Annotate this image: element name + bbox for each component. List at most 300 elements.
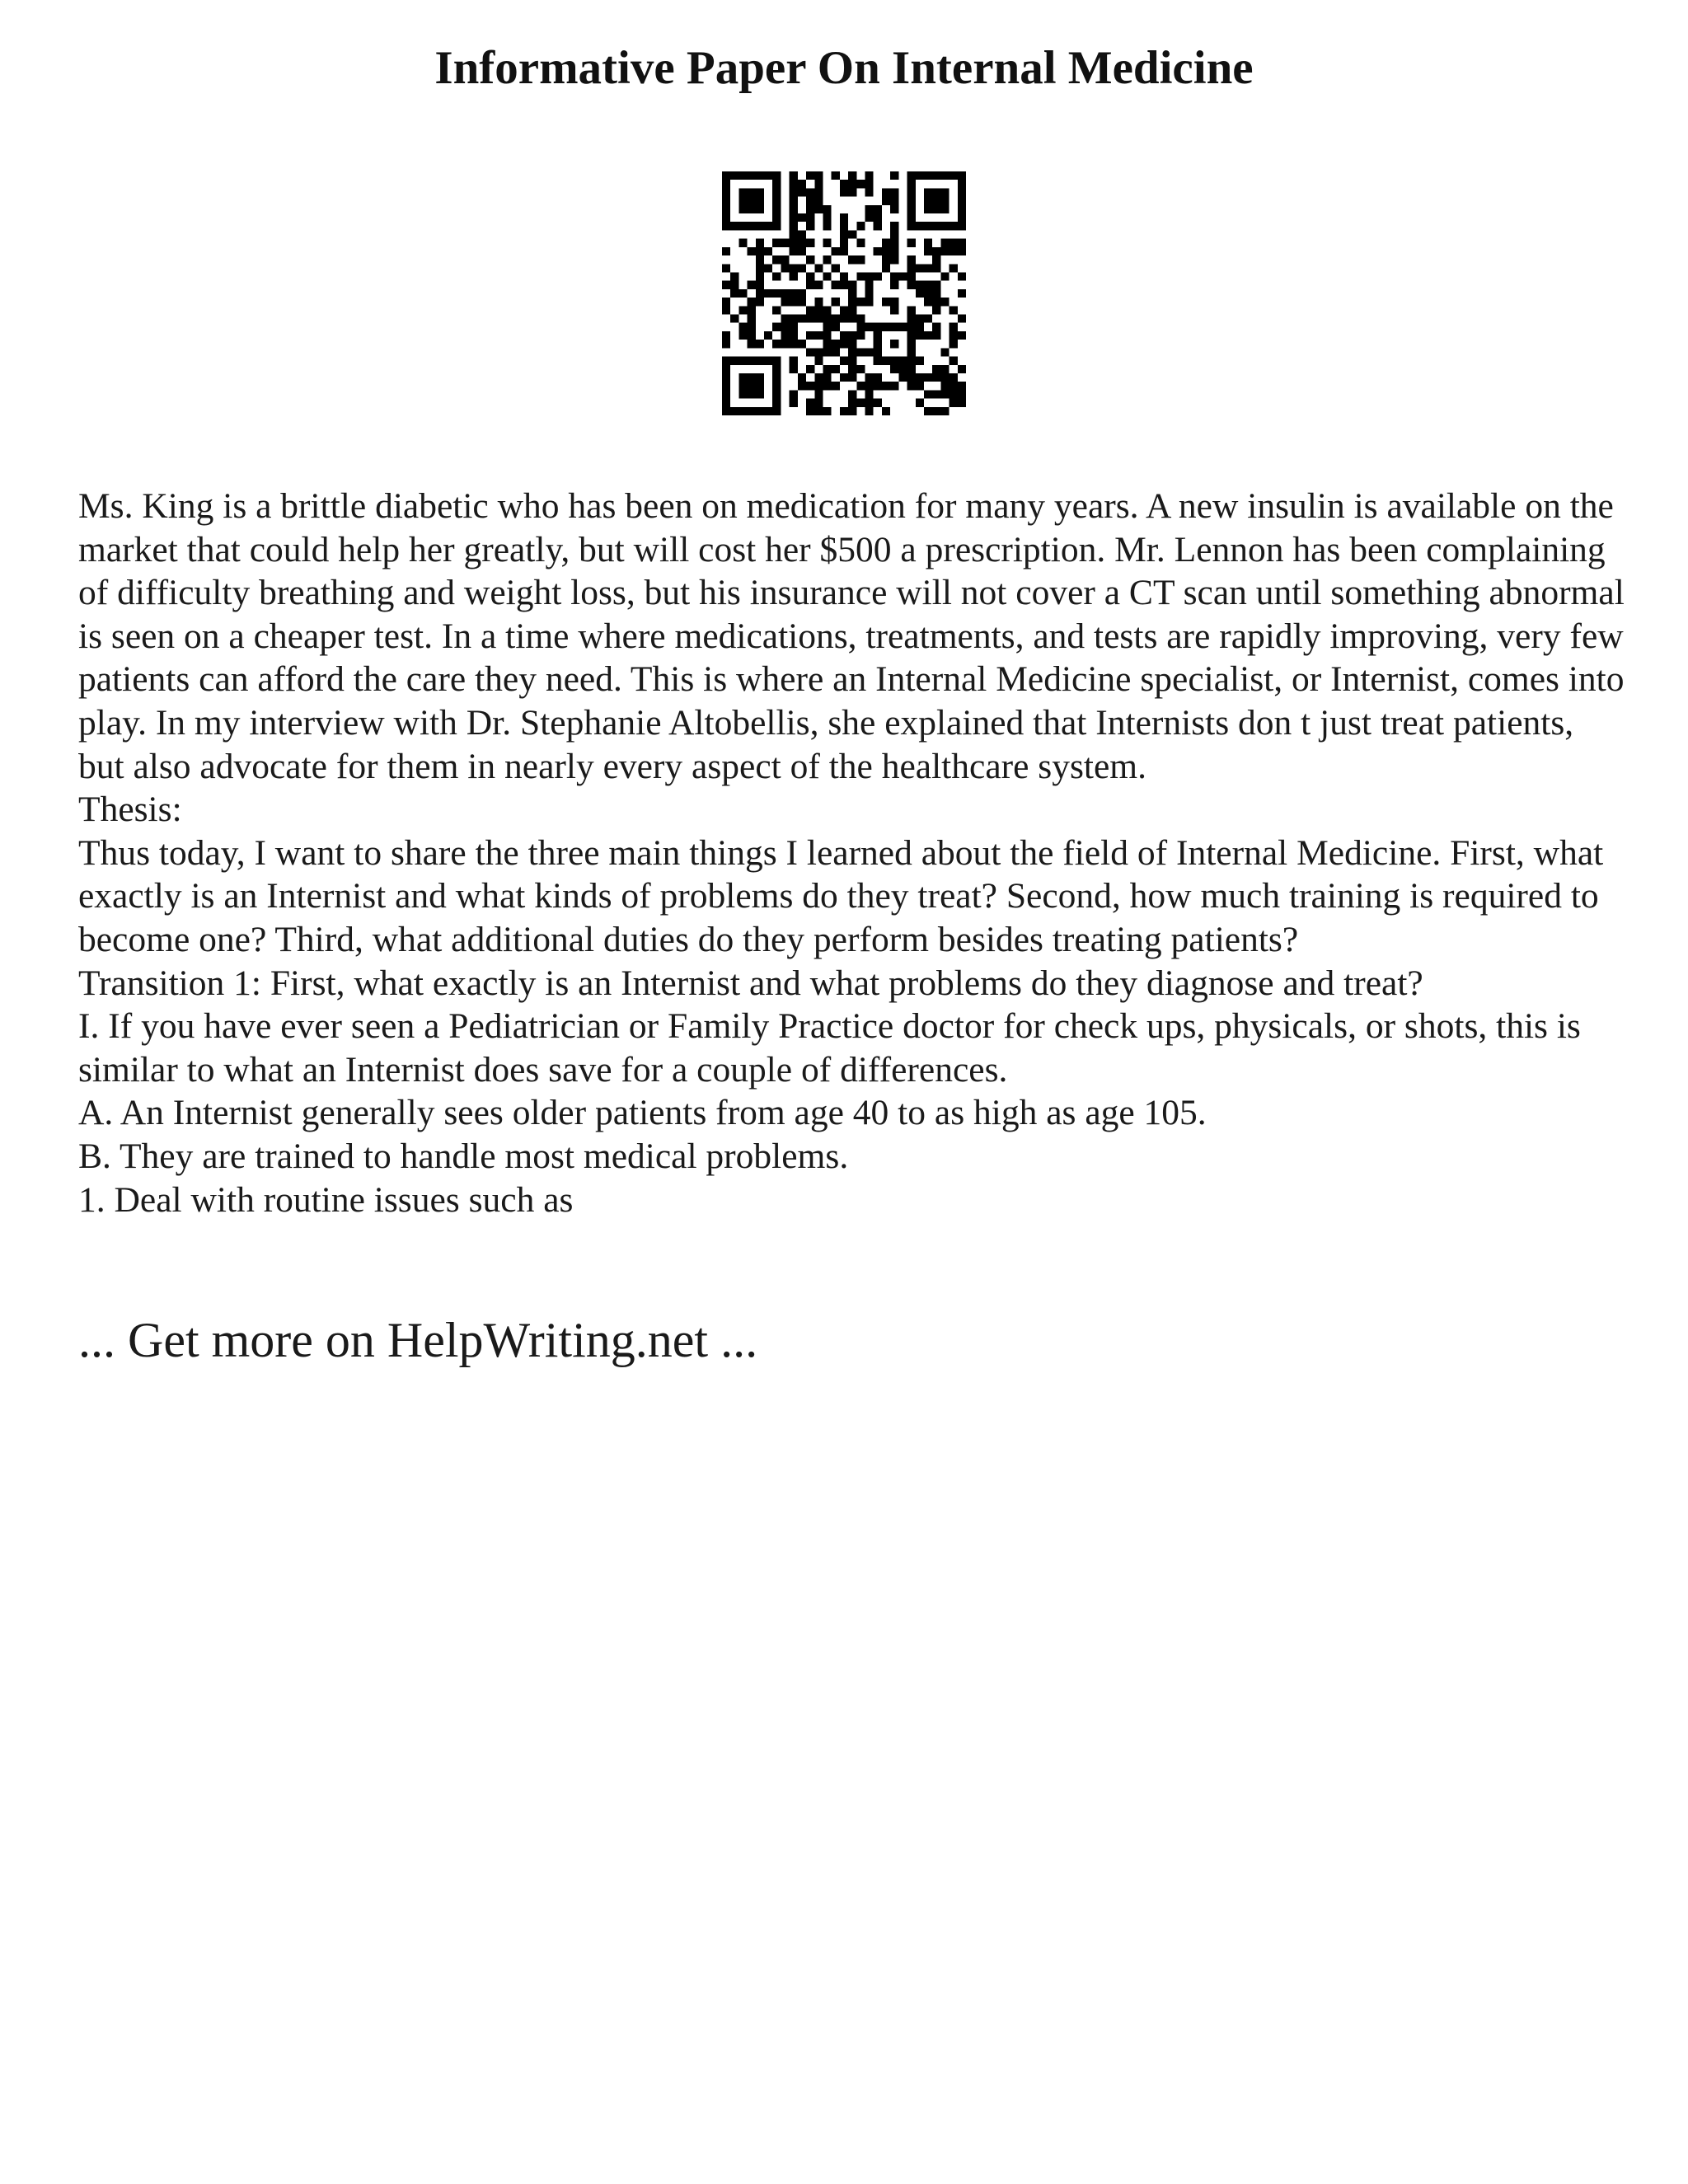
qr-module — [840, 239, 848, 247]
qr-module — [840, 272, 848, 280]
qr-module — [916, 281, 924, 289]
qr-module — [748, 298, 756, 306]
qr-module — [722, 213, 730, 222]
qr-module — [730, 272, 738, 280]
qr-module — [940, 247, 949, 255]
qr-module — [790, 365, 798, 373]
qr-module — [958, 382, 966, 390]
qr-module — [806, 272, 814, 280]
qr-module — [832, 348, 840, 356]
qr-module — [748, 407, 756, 415]
qr-module — [764, 289, 772, 298]
qr-module — [814, 306, 823, 314]
qr-module — [916, 331, 924, 340]
qr-module — [790, 315, 798, 323]
qr-module — [940, 390, 949, 398]
qr-module — [924, 222, 932, 230]
qr-module — [756, 407, 764, 415]
qr-module — [772, 407, 781, 415]
qr-module — [764, 357, 772, 365]
qr-module — [814, 407, 823, 415]
qr-module — [856, 255, 865, 264]
document-body — [78, 485, 1628, 1221]
qr-module — [890, 197, 898, 205]
qr-module — [806, 239, 814, 247]
qr-module — [738, 171, 747, 180]
qr-module — [806, 255, 814, 264]
qr-module — [865, 171, 874, 180]
qr-module — [748, 382, 756, 390]
qr-module — [840, 306, 848, 314]
qr-module — [907, 255, 916, 264]
qr-module — [865, 213, 874, 222]
qr-module — [781, 255, 789, 264]
qr-module — [832, 365, 840, 373]
qr-module — [722, 298, 730, 306]
qr-module — [814, 281, 823, 289]
qr-module — [823, 340, 831, 348]
qr-module — [924, 247, 932, 255]
qr-module — [840, 315, 848, 323]
qr-module — [924, 188, 932, 196]
qr-module — [848, 365, 856, 373]
qr-module — [890, 281, 898, 289]
qr-module — [856, 382, 865, 390]
qr-module — [848, 230, 856, 238]
qr-module — [940, 298, 949, 306]
qr-module — [932, 289, 940, 298]
qr-module — [840, 407, 848, 415]
qr-module — [932, 197, 940, 205]
qr-module — [890, 340, 898, 348]
qr-module — [882, 323, 890, 331]
qr-module — [950, 306, 958, 314]
qr-module — [932, 264, 940, 272]
qr-module — [781, 264, 789, 272]
qr-module — [958, 272, 966, 280]
qr-module — [722, 331, 730, 340]
qr-module — [907, 188, 916, 196]
qr-module — [940, 205, 949, 213]
qr-module — [814, 331, 823, 340]
qr-module — [874, 205, 882, 213]
qr-module — [950, 390, 958, 398]
qr-module — [781, 289, 789, 298]
qr-module — [738, 382, 747, 390]
qr-module — [772, 399, 781, 407]
qr-module — [958, 390, 966, 398]
qr-module — [722, 340, 730, 348]
qr-module — [856, 315, 865, 323]
qr-module — [907, 197, 916, 205]
qr-module — [806, 306, 814, 314]
qr-module — [748, 281, 756, 289]
qr-module — [790, 331, 798, 340]
qr-module — [790, 323, 798, 331]
qr-module — [722, 197, 730, 205]
qr-module — [806, 197, 814, 205]
qr-module — [722, 390, 730, 398]
qr-module — [890, 306, 898, 314]
qr-module — [772, 222, 781, 230]
qr-module — [840, 373, 848, 382]
qr-module — [958, 315, 966, 323]
qr-module — [882, 382, 890, 390]
qr-module — [738, 373, 747, 382]
qr-module — [730, 289, 738, 298]
qr-module — [950, 373, 958, 382]
qr-module — [798, 289, 806, 298]
qr-module — [848, 407, 856, 415]
qr-code-graphic — [722, 171, 966, 415]
qr-module — [907, 239, 916, 247]
qr-module — [738, 239, 747, 247]
qr-module — [806, 399, 814, 407]
qr-module — [806, 315, 814, 323]
qr-module — [940, 197, 949, 205]
qr-module — [958, 171, 966, 180]
qr-module — [916, 222, 924, 230]
qr-module — [865, 390, 874, 398]
qr-module — [738, 357, 747, 365]
qr-module — [814, 171, 823, 180]
qr-module — [814, 188, 823, 196]
qr-module — [772, 357, 781, 365]
qr-module — [848, 289, 856, 298]
qr-module — [865, 323, 874, 331]
qr-module — [823, 365, 831, 373]
qr-module — [932, 247, 940, 255]
qr-module — [738, 306, 747, 314]
qr-module — [874, 222, 882, 230]
qr-module — [798, 382, 806, 390]
qr-module — [890, 357, 898, 365]
qr-module — [814, 382, 823, 390]
qr-module — [865, 180, 874, 188]
qr-module — [748, 222, 756, 230]
qr-module — [823, 222, 831, 230]
qr-module — [907, 315, 916, 323]
qr-module — [848, 306, 856, 314]
qr-module — [798, 188, 806, 196]
get-more-link[interactable]: ... Get more on HelpWriting.net ... — [78, 1313, 758, 1367]
qr-module — [840, 340, 848, 348]
qr-module — [932, 171, 940, 180]
qr-module — [874, 272, 882, 280]
qr-module — [890, 188, 898, 196]
qr-module — [940, 188, 949, 196]
qr-module — [950, 382, 958, 390]
qr-module — [840, 247, 848, 255]
qr-module — [764, 247, 772, 255]
qr-module — [832, 264, 840, 272]
qr-module — [772, 197, 781, 205]
qr-module — [848, 315, 856, 323]
qr-module — [890, 298, 898, 306]
qr-module — [722, 264, 730, 272]
qr-module — [790, 247, 798, 255]
qr-module — [772, 306, 781, 314]
qr-module — [823, 373, 831, 382]
qr-module — [848, 180, 856, 188]
qr-module — [890, 323, 898, 331]
qr-module — [730, 357, 738, 365]
qr-module — [958, 289, 966, 298]
qr-module — [790, 399, 798, 407]
qr-module — [907, 281, 916, 289]
qr-module — [722, 357, 730, 365]
qr-module — [950, 399, 958, 407]
qr-module — [798, 180, 806, 188]
qr-module — [840, 180, 848, 188]
qr-module — [790, 171, 798, 180]
qr-module — [814, 315, 823, 323]
qr-module — [738, 188, 747, 196]
qr-module — [848, 390, 856, 398]
qr-module — [882, 247, 890, 255]
qr-module — [932, 205, 940, 213]
qr-module — [756, 222, 764, 230]
qr-module — [772, 323, 781, 331]
qr-module — [748, 171, 756, 180]
qr-module — [856, 331, 865, 340]
qr-module — [781, 298, 789, 306]
qr-module — [722, 306, 730, 314]
qr-module — [882, 255, 890, 264]
qr-module — [814, 399, 823, 407]
qr-module — [848, 281, 856, 289]
qr-module — [772, 239, 781, 247]
qr-module — [798, 239, 806, 247]
qr-module — [848, 373, 856, 382]
qr-module — [748, 390, 756, 398]
outline-item-I: I. If you have ever seen a Pediatrician or Family Practice doctor for check ups, physicals, or shots, this is similar to what an Internist does save for a couple of differences. — [78, 1006, 1581, 1090]
qr-module — [916, 315, 924, 323]
qr-module — [874, 213, 882, 222]
qr-module — [748, 188, 756, 196]
qr-module — [882, 298, 890, 306]
qr-module — [924, 239, 932, 247]
qr-module — [958, 222, 966, 230]
qr-module — [924, 315, 932, 323]
qr-module — [907, 272, 916, 280]
qr-module — [806, 205, 814, 213]
qr-module — [907, 180, 916, 188]
qr-module — [748, 247, 756, 255]
qr-module — [950, 239, 958, 247]
qr-module — [932, 306, 940, 314]
qr-module — [932, 331, 940, 340]
qr-module — [722, 247, 730, 255]
qr-module — [814, 197, 823, 205]
qr-module — [940, 272, 949, 280]
qr-module — [823, 348, 831, 356]
qr-module — [840, 331, 848, 340]
qr-module — [916, 264, 924, 272]
qr-module — [772, 188, 781, 196]
qr-module — [832, 340, 840, 348]
qr-module — [781, 239, 789, 247]
qr-module — [790, 390, 798, 398]
qr-module — [832, 171, 840, 180]
qr-module — [958, 188, 966, 196]
qr-module — [722, 399, 730, 407]
qr-module — [924, 171, 932, 180]
qr-module — [848, 348, 856, 356]
qr-module — [907, 171, 916, 180]
qr-module — [840, 357, 848, 365]
qr-module — [756, 264, 764, 272]
qr-module — [856, 399, 865, 407]
qr-module — [950, 171, 958, 180]
qr-module — [756, 373, 764, 382]
qr-module — [856, 272, 865, 280]
qr-module — [722, 373, 730, 382]
qr-module — [890, 255, 898, 264]
qr-module — [932, 407, 940, 415]
qr-module — [748, 331, 756, 340]
qr-module — [898, 323, 907, 331]
qr-module — [907, 205, 916, 213]
qr-module — [916, 399, 924, 407]
qr-module — [848, 298, 856, 306]
qr-module — [874, 373, 882, 382]
qr-module — [874, 247, 882, 255]
qr-module — [823, 213, 831, 222]
qr-module — [874, 331, 882, 340]
qr-module — [958, 365, 966, 373]
qr-module — [748, 197, 756, 205]
qr-module — [924, 264, 932, 272]
qr-module — [865, 407, 874, 415]
qr-module — [798, 373, 806, 382]
qr-module — [907, 382, 916, 390]
qr-module — [916, 171, 924, 180]
qr-module — [748, 315, 756, 323]
qr-module — [924, 197, 932, 205]
paragraph-transition: Transition 1: First, what exactly is an Internist and what problems do they diagnose and treat? — [78, 963, 1423, 1003]
qr-module — [890, 171, 898, 180]
qr-module — [932, 365, 940, 373]
qr-module — [832, 382, 840, 390]
qr-module — [730, 222, 738, 230]
qr-module — [932, 222, 940, 230]
qr-module — [890, 247, 898, 255]
qr-module — [790, 272, 798, 280]
qr-module — [840, 188, 848, 196]
qr-module — [756, 247, 764, 255]
qr-module — [756, 298, 764, 306]
qr-module — [722, 188, 730, 196]
qr-module — [832, 323, 840, 331]
qr-module — [924, 407, 932, 415]
qr-module — [907, 373, 916, 382]
document-title: Informative Paper On Internal Medicine — [434, 42, 1254, 94]
qr-module — [814, 348, 823, 356]
qr-module — [772, 340, 781, 348]
qr-module — [890, 272, 898, 280]
qr-module — [790, 197, 798, 205]
qr-module — [907, 323, 916, 331]
qr-module — [890, 205, 898, 213]
paragraph-intro: Ms. King is a brittle diabetic who has been on medication for many years. A new insulin is available on the market that could help her greatly, but will cost her $500 a prescription. Mr. Lennon has been complaining of difficulty breathing and weight loss, but his insurance will not cover a CT scan until something abnormal is seen on a cheaper test. In a time where medications, treatments, and tests are rapidly improving, very few patients can afford the care they need. This is where an Internal Medicine specialist, or Internist, comes into play. In my interview with Dr. Stephanie Altobellis, she explained that Internists don t just treat patients, but also advocate for them in nearly every aspect of the healthcare system. — [78, 486, 1625, 786]
qr-module — [950, 323, 958, 331]
qr-module — [865, 272, 874, 280]
qr-module — [772, 289, 781, 298]
qr-module — [940, 171, 949, 180]
qr-module — [940, 373, 949, 382]
qr-module — [814, 205, 823, 213]
qr-module — [798, 298, 806, 306]
qr-module — [781, 340, 789, 348]
qr-module — [790, 205, 798, 213]
qr-module — [865, 298, 874, 306]
qr-module — [772, 373, 781, 382]
qr-module — [806, 348, 814, 356]
qr-module — [748, 323, 756, 331]
qr-module — [756, 357, 764, 365]
qr-module — [790, 357, 798, 365]
outline-item-B: B. They are trained to handle most medical problems. — [78, 1136, 849, 1176]
qr-module — [781, 315, 789, 323]
qr-module — [764, 222, 772, 230]
qr-module — [932, 298, 940, 306]
qr-module — [865, 188, 874, 196]
qr-module — [722, 205, 730, 213]
qr-module — [756, 390, 764, 398]
qr-module — [748, 373, 756, 382]
qr-module — [738, 390, 747, 398]
qr-module — [907, 222, 916, 230]
qr-module — [848, 255, 856, 264]
qr-module — [764, 407, 772, 415]
qr-module — [823, 331, 831, 340]
qr-module — [940, 382, 949, 390]
qr-module — [874, 340, 882, 348]
qr-module — [806, 213, 814, 222]
qr-module — [790, 222, 798, 230]
qr-module — [738, 205, 747, 213]
qr-module — [806, 407, 814, 415]
qr-module — [781, 323, 789, 331]
qr-module — [916, 289, 924, 298]
qr-module — [932, 255, 940, 264]
qr-module — [856, 239, 865, 247]
qr-module — [924, 298, 932, 306]
qr-module — [772, 171, 781, 180]
qr-module — [916, 382, 924, 390]
qr-module — [882, 197, 890, 205]
qr-module — [738, 289, 747, 298]
qr-module — [958, 180, 966, 188]
qr-module — [790, 230, 798, 238]
qr-module — [924, 281, 932, 289]
qr-module — [958, 205, 966, 213]
qr-module — [772, 213, 781, 222]
qr-module — [865, 399, 874, 407]
qr-module — [932, 323, 940, 331]
qr-module — [781, 331, 789, 340]
qr-module — [865, 289, 874, 298]
qr-module — [940, 239, 949, 247]
qr-module — [916, 323, 924, 331]
qr-module — [865, 373, 874, 382]
qr-module — [832, 298, 840, 306]
qr-module — [865, 281, 874, 289]
qr-module — [940, 407, 949, 415]
qr-module — [874, 399, 882, 407]
qr-module — [730, 315, 738, 323]
